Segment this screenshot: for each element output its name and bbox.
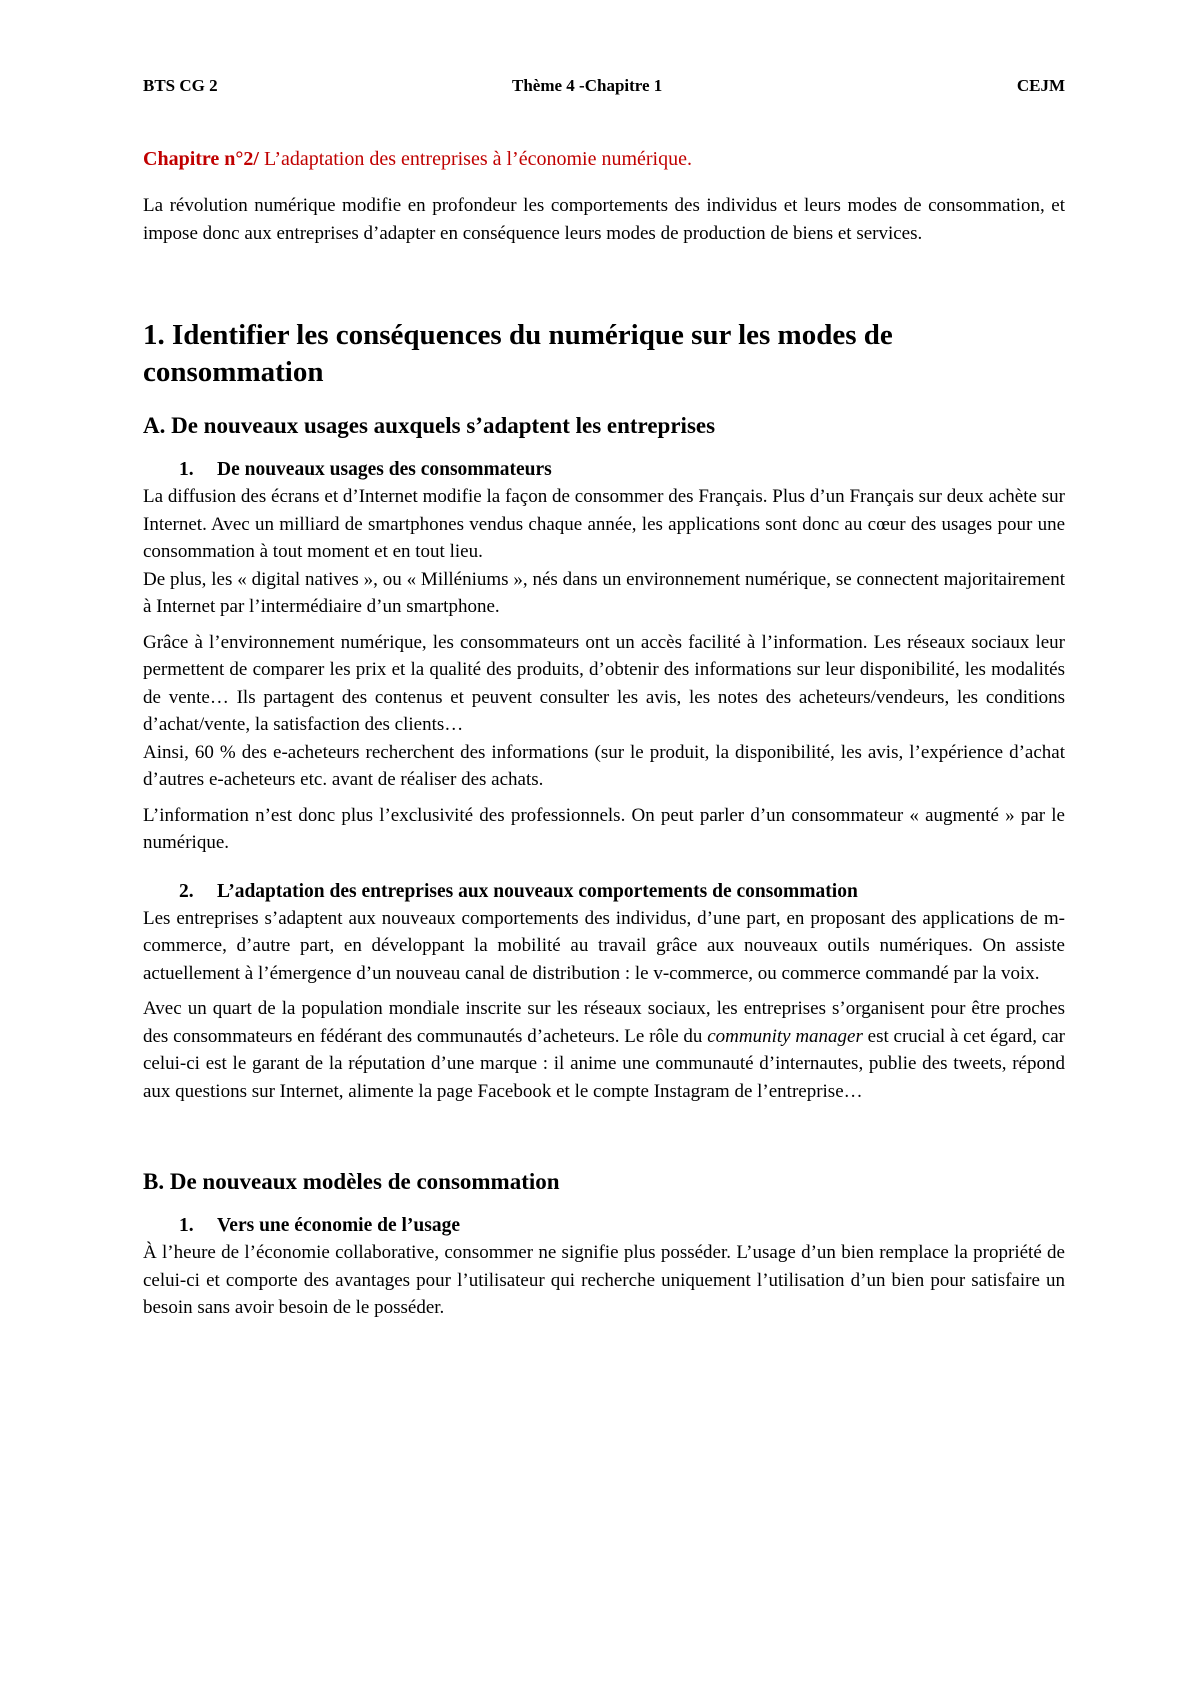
- paragraph-a1-5: L’information n’est donc plus l’exclusivité des professionnels. On peut parler d’un consommateur « augmenté » par le numérique.: [143, 804, 1065, 853]
- part-b-heading: B. De nouveaux modèles de consommation: [143, 1169, 560, 1194]
- section-1-heading: 1. Identifier les conséquences du numérique sur les modes de consommation: [143, 319, 893, 388]
- subsection-a1-title: De nouveaux usages des consommateurs: [217, 459, 552, 480]
- subsection-b1-number: 1.: [179, 1215, 194, 1236]
- chapter-name: L’adaptation des entreprises à l’économie numérique.: [258, 148, 692, 170]
- header-right: CEJM: [1016, 76, 1065, 95]
- subsection-b1-title: Vers une économie de l’usage: [217, 1215, 461, 1236]
- chapter-title: [143, 146, 1065, 172]
- header-center: Thème 4 -Chapitre 1: [512, 76, 663, 95]
- part-a-heading: A. De nouveaux usages auxquels s’adaptent les entreprises: [143, 413, 716, 438]
- document-body: [143, 146, 1065, 1322]
- subsection-a1-heading: [143, 457, 1065, 483]
- header-left: BTS CG 2: [143, 76, 218, 95]
- paragraph-a2-1: Les entreprises s’adaptent aux nouveaux comportements des individus, d’une part, en proposant des applications de m-commerce, d’autre part, en développant la mobilité au travail grâce aux nouveaux outils numériques. On assiste actuellement à l’émergence d’un nouveau canal de distribution : le v-commerce, ou commerce commandé par la voix.: [143, 907, 1065, 984]
- community-manager-term: community manager: [707, 1025, 863, 1047]
- subsection-a2-number: 2.: [179, 880, 194, 902]
- subsection-a2-heading: [143, 879, 1065, 905]
- paragraph-a2-2-part1: Avec un quart de la population mondiale inscrite sur les réseaux sociaux, les entreprises s’organisent pour être proches des consommateurs en fédérant des communautés d’acheteurs. Le rôle du: [143, 998, 1065, 1047]
- intro-paragraph: La révolution numérique modifie en profondeur les comportements des individus et leurs modes de consommation, et impose donc aux entreprises d’adapter en conséquence leurs modes de production de biens et services.: [143, 195, 1065, 244]
- paragraph-a2-2-part2: est crucial à cet égard, car celui-ci est le garant de la réputation d’une marque : il anime une communauté d’internautes, publie des tweets, répond aux questions sur Internet, alimente la page Facebook et le compte Instagram de l’entreprise…: [143, 1025, 1065, 1102]
- paragraph-b1-1: À l’heure de l’économie collaborative, consommer ne signifie plus posséder. L’usage d’un bien remplace la propriété de celui-ci et comporte des avantages pour l’utilisateur qui recherche uniquement l’utilisation d’un bien pour satisfaire un besoin sans avoir besoin de le posséder.: [143, 1242, 1065, 1318]
- paragraph-a1-2: De plus, les « digital natives », ou « Milléniums », nés dans un environnement numérique, se connectent majoritairement à Internet par l’intermédiaire d’un smartphone.: [143, 568, 1065, 617]
- chapter-prefix: Chapitre n°2/: [143, 148, 259, 170]
- paragraph-a1-4: Ainsi, 60 % des e-acheteurs recherchent des informations (sur le produit, la disponibilité, les avis, l’expérience d’achat d’autres e-acheteurs etc. avant de réaliser des achats.: [143, 741, 1065, 790]
- subsection-a2-title: L’adaptation des entreprises aux nouveaux comportements de consommation: [217, 880, 858, 902]
- paragraph-a2-2: [143, 995, 1065, 1105]
- subsection-b1-heading: [143, 1213, 1065, 1239]
- paragraph-a1-1: La diffusion des écrans et d’Internet modifie la façon de consommer des Français. Plus d’un Français sur deux achète sur Internet. Avec un milliard de smartphones vendus chaque année, les applications sont donc au cœur des usages pour une consommation à tout moment et en tout lieu.: [143, 486, 1065, 562]
- subsection-a1-number: 1.: [179, 459, 194, 480]
- paragraph-a1-3: Grâce à l’environnement numérique, les consommateurs ont un accès facilité à l’information. Les réseaux sociaux leur permettent de comparer les prix et la qualité des produits, d’obtenir des informations sur leur disponibilité, les modalités de vente… Ils partagent des contenus et peuvent consulter les avis, les notes des acheteurs/vendeurs, les conditions d’achat/vente, la satisfaction des clients…: [143, 631, 1065, 735]
